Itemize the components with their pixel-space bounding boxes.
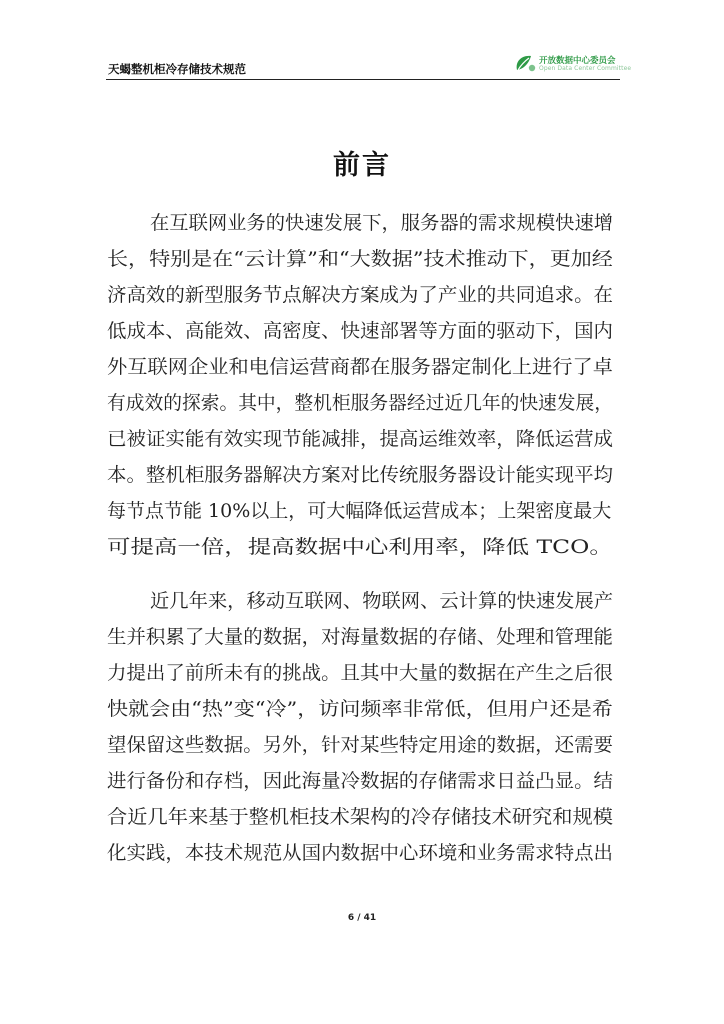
paragraph-line: 有成效的探索。其中，整机柜服务器经过近几年的快速发展， (107, 392, 614, 414)
paragraph-line: 进行备份和存档，因此海量冷数据的存储需求日益凸显。结 (107, 770, 614, 792)
logo-name-en: Open Data Center Committee (539, 65, 632, 72)
odcc-logo (512, 50, 632, 76)
paragraph-line: 低成本、高能效、高密度、快速部署等方面的驱动下，国内 (107, 320, 614, 342)
paragraph-line: 每节点节能 10%以上，可大幅降低运营成本；上架密度最大 (107, 500, 612, 522)
paragraph-line: 长，特别是在“云计算”和“大数据”技术推动下，更加经 (107, 248, 613, 270)
paragraph-line: 快就会由“热”变“冷”，访问频率非常低，但用户还是希 (107, 698, 613, 720)
paragraph-line: 已被证实能有效实现节能减排，提高运维效率，降低运营成 (107, 428, 614, 450)
paragraph-line: 可提高一倍，提高数据中心利用率，降低 TCO。 (107, 536, 613, 558)
page-number: 6 / 41 (347, 913, 377, 923)
paragraph-line: 望保留这些数据。另外，针对某些特定用途的数据，还需要 (107, 734, 614, 756)
paragraph-line: 生并积累了大量的数据，对海量数据的存储、处理和管理能 (107, 626, 614, 648)
odcc-leaf-icon (512, 50, 538, 76)
paragraph-line: 化实践，本技术规范从国内数据中心环境和业务需求特点出 (107, 842, 614, 864)
paragraph-line: 本。整机柜服务器解决方案对比传统服务器设计能实现平均 (107, 464, 614, 486)
paragraph-line: 济高效的新型服务节点解决方案成为了产业的共同追求。在 (107, 284, 614, 306)
logo-name-cn: 开放数据中心委员会 (539, 56, 616, 66)
header-divider (106, 79, 620, 80)
paragraph-line: 力提出了前所未有的挑战。且其中大量的数据在产生之后很 (107, 662, 614, 684)
paragraph-line: 外互联网企业和电信运营商都在服务器定制化上进行了卓 (107, 356, 614, 378)
paragraph-line: 在互联网业务的快速发展下，服务器的需求规模快速增 (150, 212, 614, 234)
paragraph-line: 近几年来，移动互联网、物联网、云计算的快速发展产 (150, 590, 614, 612)
paragraph-line: 合近几年来基于整机柜技术架构的冷存储技术研究和规模 (107, 806, 614, 828)
section-title: 前言 (333, 150, 391, 181)
header-document-title: 天蝎整机柜冷存储技术规范 (108, 62, 246, 76)
